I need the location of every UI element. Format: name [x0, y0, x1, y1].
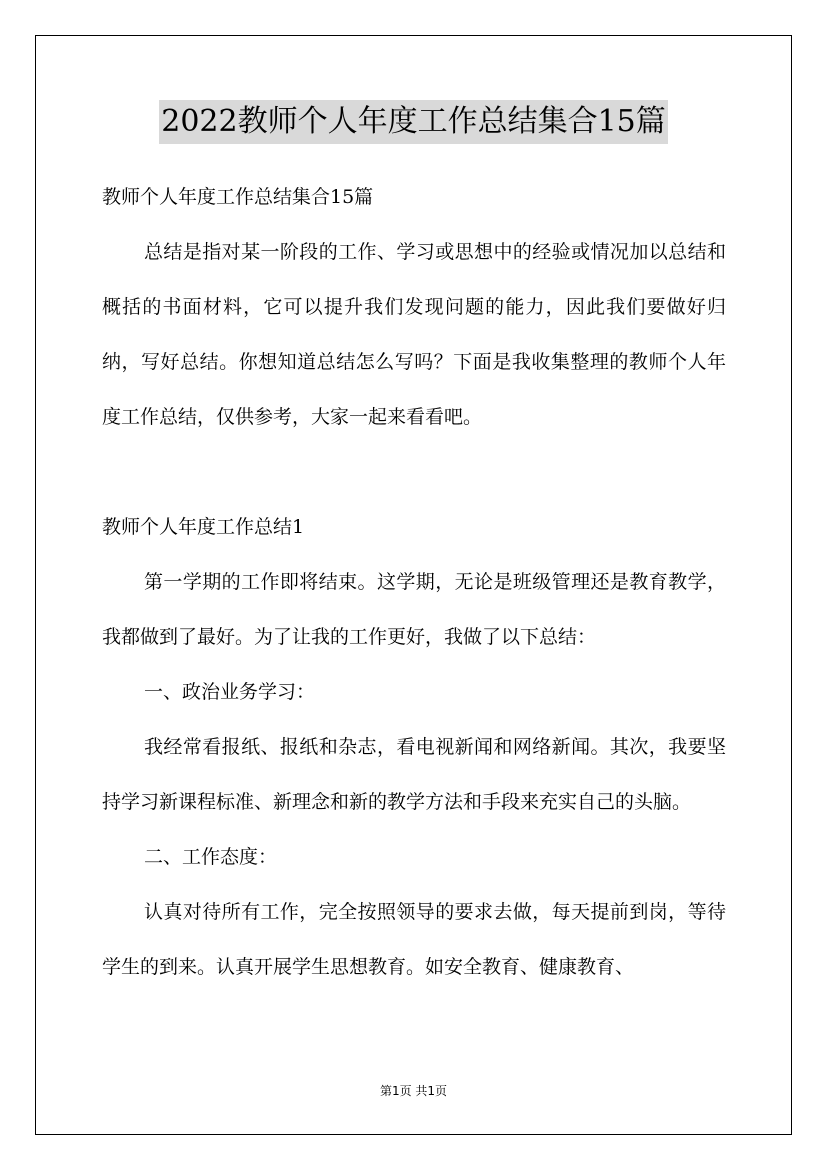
section-heading: 教师个人年度工作总结1	[102, 516, 305, 538]
document-body	[102, 170, 726, 995]
subtitle: 教师个人年度工作总结集合15篇	[102, 186, 374, 208]
body-paragraph: 第一学期的工作即将结束。这学期，无论是班级管理还是教育教学，我都做到了最好。为了让我的工作更好，我做了以下总结：	[102, 571, 726, 648]
body-paragraph: 我经常看报纸、报纸和杂志，看电视新闻和网络新闻。其次，我要坚持学习新课程标准、新理念和新的教学方法和手段来充实自己的头脑。	[102, 736, 726, 813]
paragraph-gap	[102, 445, 726, 500]
body-paragraph: 认真对待所有工作，完全按照领导的要求去做，每天提前到岗，等待学生的到来。认真开展学生思想教育。如安全教育、健康教育、	[102, 901, 726, 978]
document-title: 2022教师个人年度工作总结集合15篇	[159, 100, 668, 144]
subsection-heading: 二、工作态度：	[144, 846, 278, 868]
subsection-heading: 一、政治业务学习：	[144, 681, 316, 703]
intro-paragraph: 总结是指对某一阶段的工作、学习或思想中的经验或情况加以总结和概括的书面材料，它可以提升我们发现问题的能力，因此我们要做好归纳，写好总结。你想知道总结怎么写吗？下面是我收集整理的教师个人年度工作总结，仅供参考，大家一起来看看吧。	[102, 241, 726, 428]
title-container	[0, 100, 827, 144]
page-footer: 第1页 共1页	[379, 1084, 448, 1098]
